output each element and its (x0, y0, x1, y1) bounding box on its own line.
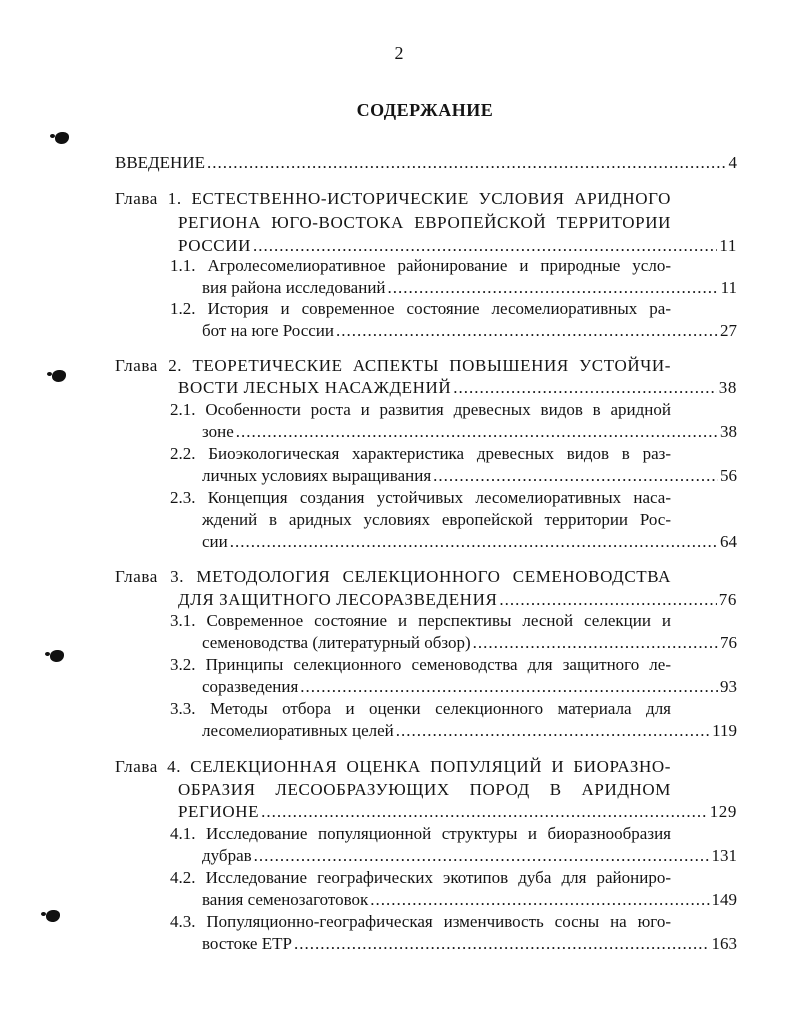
dot-leader (388, 277, 719, 299)
toc-entry-section-4-2[interactable] (202, 889, 737, 911)
section-4-2-line-1: 4.2. Исследование географических экотипов дуба для райониро- (170, 868, 671, 887)
dot-leader (370, 889, 709, 911)
dot-leader (236, 421, 718, 443)
toc-page-number: 27 (720, 321, 737, 340)
dot-leader (253, 235, 717, 257)
chapter-4-title-line-2: ОБРАЗИЯ ЛЕСООБРАЗУЮЩИХ ПОРОД В АРИДНОМ (178, 780, 671, 799)
section-2-2-line-1: 2.2. Биоэкологическая характеристика древесных видов в раз- (170, 444, 671, 463)
toc-entry-text: ВОСТИ ЛЕСНЫХ НАСАЖДЕНИЙ (178, 378, 452, 397)
toc-entry-section-4-1[interactable] (202, 845, 737, 867)
toc-page-number: 129 (709, 802, 737, 821)
chapter-2-title-line-1: Глава 2. ТЕОРЕТИЧЕСКИЕ АСПЕКТЫ ПОВЫШЕНИЯ УСТОЙЧИ- (115, 356, 671, 375)
toc-entry-chapter-3[interactable] (178, 589, 737, 611)
section-1-2-line-1: 1.2. История и современное состояние лесомелиоративных ра- (170, 299, 671, 318)
dot-leader (230, 531, 718, 553)
toc-page-number: 56 (720, 466, 737, 485)
toc-page-number: 11 (719, 236, 737, 255)
dot-leader (336, 320, 718, 342)
chapter-1-title-line-1: Глава 1. ЕСТЕСТВЕННО-ИСТОРИЧЕСКИЕ УСЛОВИЯ АРИДНОГО (115, 189, 671, 208)
toc-entry-section-3-1[interactable] (202, 632, 737, 654)
toc-page-number: 38 (720, 422, 737, 441)
section-4-1-line-1: 4.1. Исследование популяционной структуры и биоразнообразия (170, 824, 671, 843)
toc-entry-chapter-2[interactable] (178, 377, 737, 399)
toc-entry-intro[interactable] (115, 152, 737, 174)
toc-entry-text: ДЛЯ ЗАЩИТНОГО ЛЕСОРАЗВЕДЕНИЯ (178, 590, 498, 609)
toc-entry-chapter-1[interactable] (178, 235, 737, 257)
page-title: СОДЕРЖАНИЕ (356, 100, 494, 120)
toc-entry-text: соразведения (202, 677, 299, 696)
toc-entry-text: личных условиях выращивания (202, 466, 432, 485)
chapter-1-title-line-2: РЕГИОНА ЮГО-ВОСТОКА ЕВРОПЕЙСКОЙ ТЕРРИТОРИИ (178, 213, 671, 232)
toc-entry-section-2-1[interactable] (202, 421, 737, 443)
chapter-3-title-line-1: Глава 3. МЕТОДОЛОГИЯ СЕЛЕКЦИОННОГО СЕМЕНОВОДСТВА (115, 567, 671, 586)
toc-entry-section-2-2[interactable] (202, 465, 737, 487)
section-3-1-line-1: 3.1. Современное состояние и перспективы лесной селекции и (170, 611, 671, 630)
dot-leader (433, 465, 718, 487)
page-number: 2 (394, 43, 404, 63)
toc-page-number: 93 (720, 677, 737, 696)
dot-leader (254, 845, 710, 867)
section-4-3-line-1: 4.3. Популяционно-географическая изменчивость сосны на юго- (170, 912, 671, 931)
toc-entry-section-4-3[interactable] (202, 933, 737, 955)
toc-entry-text: РЕГИОНЕ (178, 802, 260, 821)
toc-page-number: 76 (718, 590, 737, 609)
toc-entry-text: семеноводства (литературный обзор) (202, 633, 471, 652)
section-1-1-line-1: 1.1. Агролесомелиоративное районирование и природные усло- (170, 256, 671, 275)
dot-leader (261, 801, 708, 823)
toc-page-number: 11 (720, 278, 737, 297)
toc-entry-chapter-4[interactable] (178, 801, 737, 823)
dot-leader (473, 632, 718, 654)
toc-entry-text: зоне (202, 422, 234, 441)
dot-leader (499, 589, 716, 611)
toc-entry-text: вия района исследований (202, 278, 386, 297)
toc-entry-section-3-3[interactable] (202, 720, 737, 742)
toc-entry-text: лесомелиоративных целей (202, 721, 394, 740)
toc-entry-text: сии (202, 532, 228, 551)
section-3-2-line-1: 3.2. Принципы селекционного семеноводства для защитного ле- (170, 655, 671, 674)
toc-entry-text: РОССИИ (178, 236, 251, 255)
dot-leader (207, 152, 727, 174)
toc-page-number: 76 (720, 633, 737, 652)
dot-leader (300, 676, 718, 698)
toc-entry-text: востоке ЕТР (202, 934, 292, 953)
toc-entry-section-2-3[interactable] (202, 531, 737, 553)
dot-leader (294, 933, 710, 955)
section-2-3-line-2: ждений в аридных условиях европейской территории Рос- (202, 510, 671, 529)
toc-page-number: 4 (728, 153, 737, 172)
toc-page-number: 64 (720, 532, 737, 551)
toc-page-number: 163 (711, 934, 737, 953)
section-2-3-line-1: 2.3. Концепция создания устойчивых лесомелиоративных наса- (170, 488, 671, 507)
toc-entry-text: дубрав (202, 846, 252, 865)
toc-page-number: 131 (711, 846, 737, 865)
toc-page-number: 149 (711, 890, 737, 909)
toc-page-number: 119 (712, 721, 737, 740)
toc-entry-section-3-2[interactable] (202, 676, 737, 698)
toc-entry-text: бот на юге России (202, 321, 334, 340)
toc-entry-text: ВВЕДЕНИЕ (115, 153, 205, 172)
toc-page-number: 38 (718, 378, 737, 397)
chapter-4-title-line-1: Глава 4. СЕЛЕКЦИОННАЯ ОЦЕНКА ПОПУЛЯЦИЙ И БИОРАЗНО- (115, 757, 671, 776)
dot-leader (396, 720, 710, 742)
toc-entry-section-1-2[interactable] (202, 320, 737, 342)
section-3-3-line-1: 3.3. Методы отбора и оценки селекционного материала для (170, 699, 671, 718)
toc-entry-section-1-1[interactable] (202, 277, 737, 299)
dot-leader (453, 377, 717, 399)
section-2-1-line-1: 2.1. Особенности роста и развития древесных видов в аридной (170, 400, 671, 419)
toc-entry-text: вания семенозаготовок (202, 890, 369, 909)
